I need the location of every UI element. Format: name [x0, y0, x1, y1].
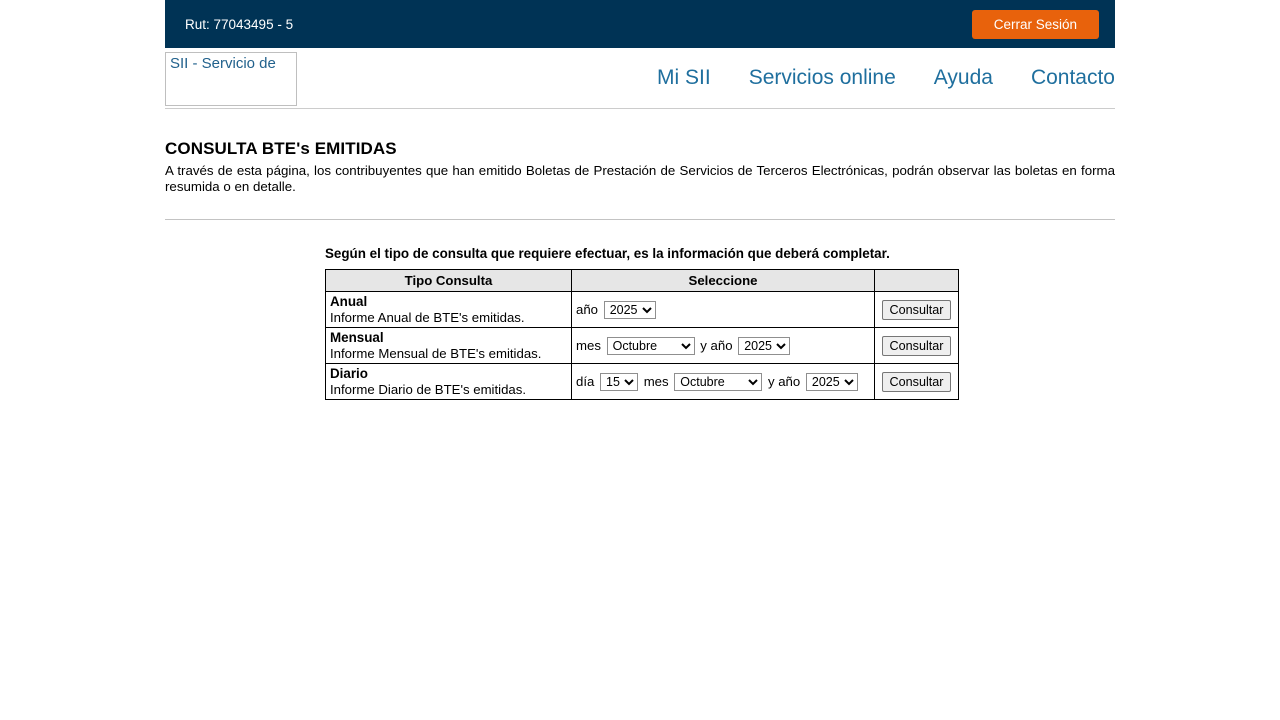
logo-alt-text: SII - Servicio de [170, 55, 276, 72]
table-header-row [326, 270, 959, 292]
select-year-mensual[interactable] [738, 337, 790, 355]
table-row-diario [326, 364, 959, 400]
tipo-title-anual: Anual [330, 294, 368, 309]
tipo-title-mensual: Mensual [330, 330, 384, 345]
nav-item-ayuda[interactable]: Ayuda [933, 66, 993, 89]
cell-action-diario [875, 364, 959, 400]
cell-seleccione-anual [572, 292, 875, 328]
select-year-anual[interactable] [604, 301, 656, 319]
tipo-desc-anual: Informe Anual de BTE's emitidas. [330, 310, 525, 325]
label-mes-diario: mes [643, 373, 669, 389]
nav-item-mi-sii[interactable]: Mi SII [657, 66, 711, 89]
select-month-mensual[interactable] [607, 337, 695, 355]
label-dia-diario: día [576, 373, 595, 389]
page-intro-text: A través de esta página, los contribuyentes que han emitido Boletas de Prestación de Servicios de Terceros Electrónicas, podrán observar las boletas en forma resumida o en detalle. [165, 163, 1115, 194]
cell-action-mensual [875, 328, 959, 364]
select-year-diario[interactable] [806, 373, 858, 391]
top-bar [165, 0, 1115, 48]
tipo-desc-mensual: Informe Mensual de BTE's emitidas. [330, 346, 542, 361]
label-mes-mensual: mes [576, 337, 601, 353]
cell-seleccione-diario [572, 364, 875, 400]
column-header-action [875, 270, 959, 292]
label-ano-anual: año [576, 301, 599, 317]
cell-action-anual [875, 292, 959, 328]
cell-tipo-anual [326, 292, 572, 328]
page-title: CONSULTA BTE's EMITIDAS [165, 139, 397, 158]
select-day-diario[interactable] [600, 373, 638, 391]
select-month-diario[interactable] [674, 373, 762, 391]
label-ano-diario: y año [767, 373, 801, 389]
page-container [165, 0, 1115, 400]
tipo-desc-diario: Informe Diario de BTE's emitidas. [330, 382, 527, 397]
column-header-tipo-consulta: Tipo Consulta [326, 270, 572, 292]
query-table [325, 269, 959, 400]
nav-item-servicios-online[interactable]: Servicios online [748, 66, 896, 89]
label-ano-mensual: y año [700, 337, 733, 353]
table-row-mensual [326, 328, 959, 364]
table-row-anual [326, 292, 959, 328]
query-instructions: Según el tipo de consulta que requiere efectuar, es la información que deberá completar. [325, 246, 890, 261]
query-section [325, 220, 955, 400]
logout-button[interactable]: Cerrar Sesión [972, 10, 1099, 39]
consultar-button-anual[interactable]: Consultar [882, 300, 952, 320]
consultar-button-mensual[interactable]: Consultar [882, 336, 952, 356]
nav-item-contacto[interactable]: Contacto [1030, 66, 1115, 89]
main-content [165, 109, 1115, 400]
tipo-title-diario: Diario [330, 366, 368, 381]
sii-logo-broken-image[interactable] [165, 52, 297, 106]
column-header-seleccione: Seleccione [572, 270, 875, 292]
cell-tipo-mensual [326, 328, 572, 364]
cell-tipo-diario [326, 364, 572, 400]
cell-seleccione-mensual [572, 328, 875, 364]
consultar-button-diario[interactable]: Consultar [882, 372, 952, 392]
rut-label: Rut: 77043495 - 5 [185, 16, 294, 32]
site-header [165, 48, 1115, 109]
main-navigation [657, 66, 1115, 90]
